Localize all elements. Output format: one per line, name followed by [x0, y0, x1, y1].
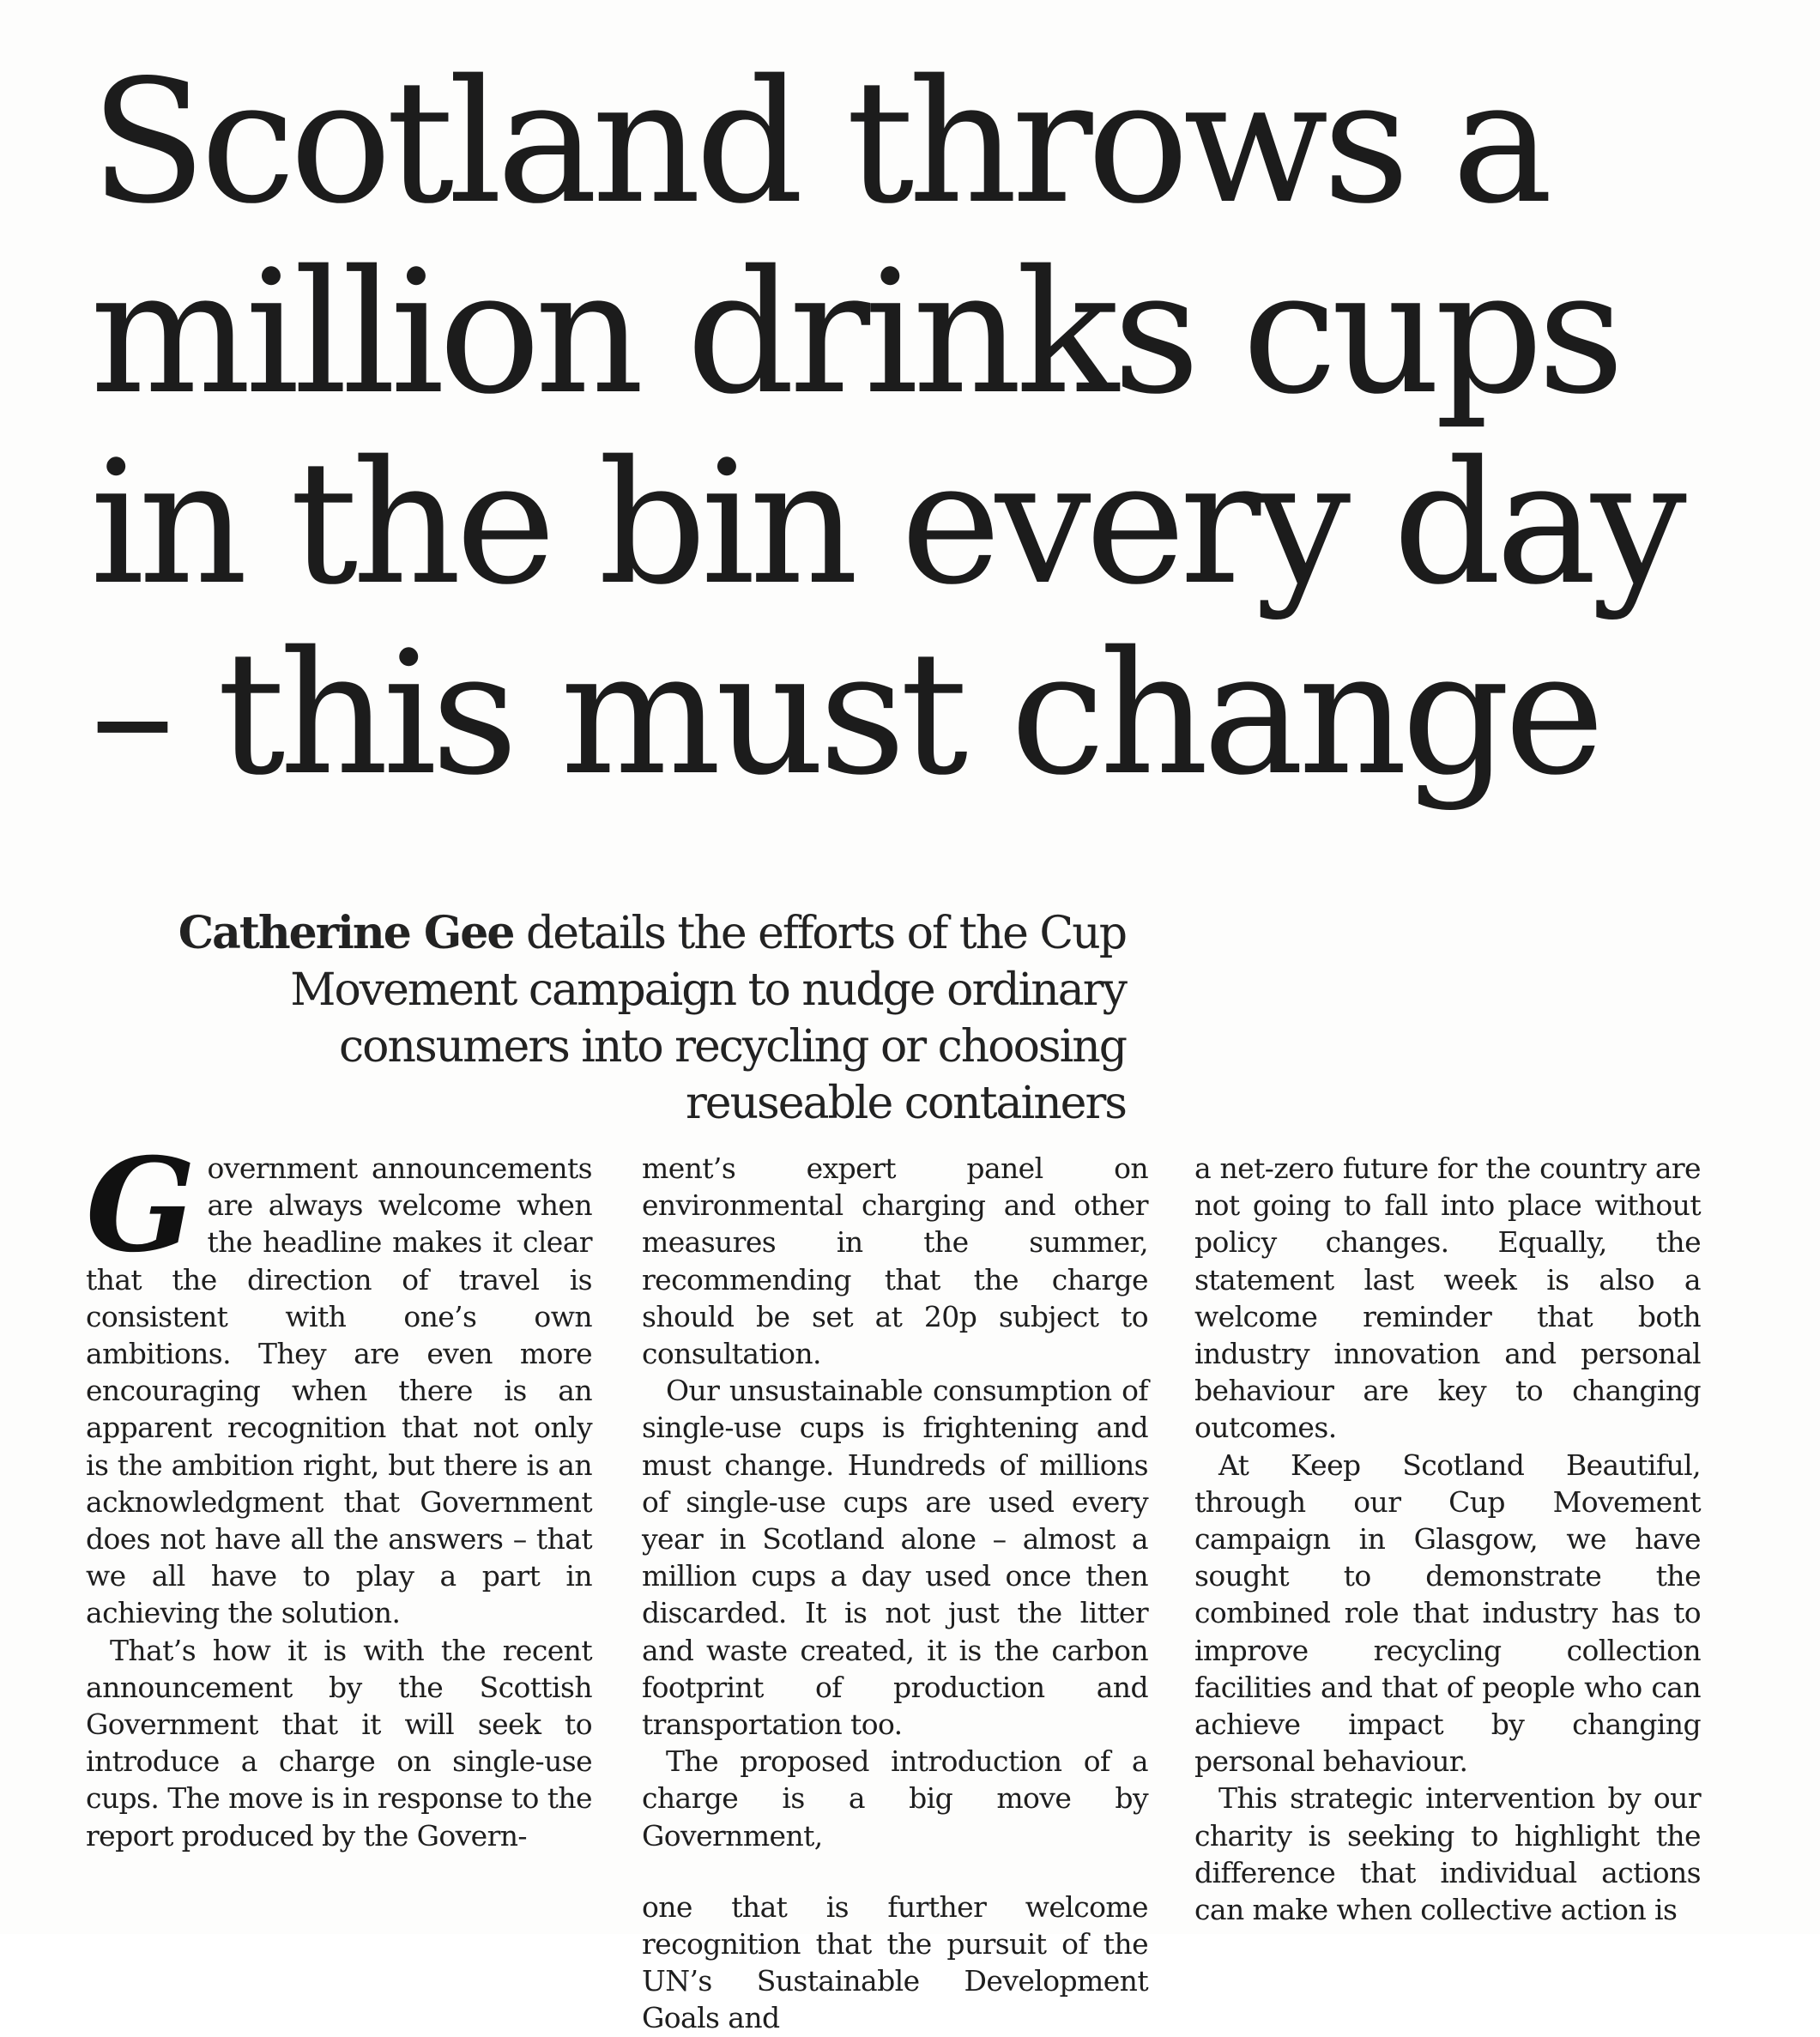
- drop-cap: G: [86, 1130, 196, 1281]
- paragraph: This strategic intervention by our charity is seeking to highlight the difference that individual actions can make when collective action is: [1194, 1781, 1701, 1927]
- headline-line-1: Scotland throws a: [90, 43, 1547, 241]
- headline-line-4: – this must change: [90, 614, 1599, 813]
- paragraph: one that is further welcome recognition that the pursuit of the UN’s Sustainable Development Goals and: [642, 1889, 1148, 2035]
- paragraph: The proposed introduction of a charge is a big move by Government,: [642, 1744, 1148, 1853]
- column-2: [642, 1150, 1148, 2037]
- standfirst-text: details the efforts of the Cup Movement campaign to nudge ordinary consumers into recycling or choosing reuseable containers: [290, 908, 1126, 1129]
- paragraph: a net-zero future for the country are not going to fall into place without policy changes. Equally, the statement last week is also a welcome reminder that both industry innovation and personal behaviour are key to changing outcomes.: [1194, 1151, 1701, 1445]
- paragraph: Our unsustainable consumption of single-use cups is frightening and must change. Hundreds of millions of single-use cups are used every year in Scotland alone – almost a million cups a day used once then discarded. It is not just the litter and waste created, it is the carbon footprint of production and transportation too.: [642, 1374, 1148, 1742]
- headline: [90, 43, 1720, 813]
- headline-line-3: in the bin every day: [90, 424, 1681, 622]
- column-1: [86, 1130, 592, 1854]
- paragraph: At Keep Scotland Beautiful, through our Cup Movement campaign in Glasgow, we have sought to demonstrate the combined role that industry has to improve recycling collection facilities and that of people who can achieve impact by changing personal behaviour.: [1194, 1448, 1701, 1779]
- standfirst: [129, 905, 1126, 1132]
- column-3: [1194, 1150, 1701, 1928]
- paragraph: That’s how it is with the recent announcement by the Scottish Government that it will seek to introduce a charge on single-use cups. The move is in response to the report produced by the Govern-: [86, 1633, 592, 1853]
- paragraph: ment’s expert panel on environmental charging and other measures in the summer, recommending that the charge should be set at 20p subject to consultation.: [642, 1151, 1148, 1371]
- paragraph: overnment announcements are always welcome when the headline makes it clear that the direction of travel is consistent with one’s own ambitions. They are even more encouraging when there is an apparent recognition that not only is the ambition right, but there is an acknowledgment that Government does not have all the answers – that we all have to play a part in achieving the solution.: [86, 1151, 592, 1630]
- column-gap: [642, 1854, 1148, 1889]
- author-name: Catherine Gee: [178, 907, 514, 959]
- headline-line-2: million drinks cups: [90, 233, 1619, 432]
